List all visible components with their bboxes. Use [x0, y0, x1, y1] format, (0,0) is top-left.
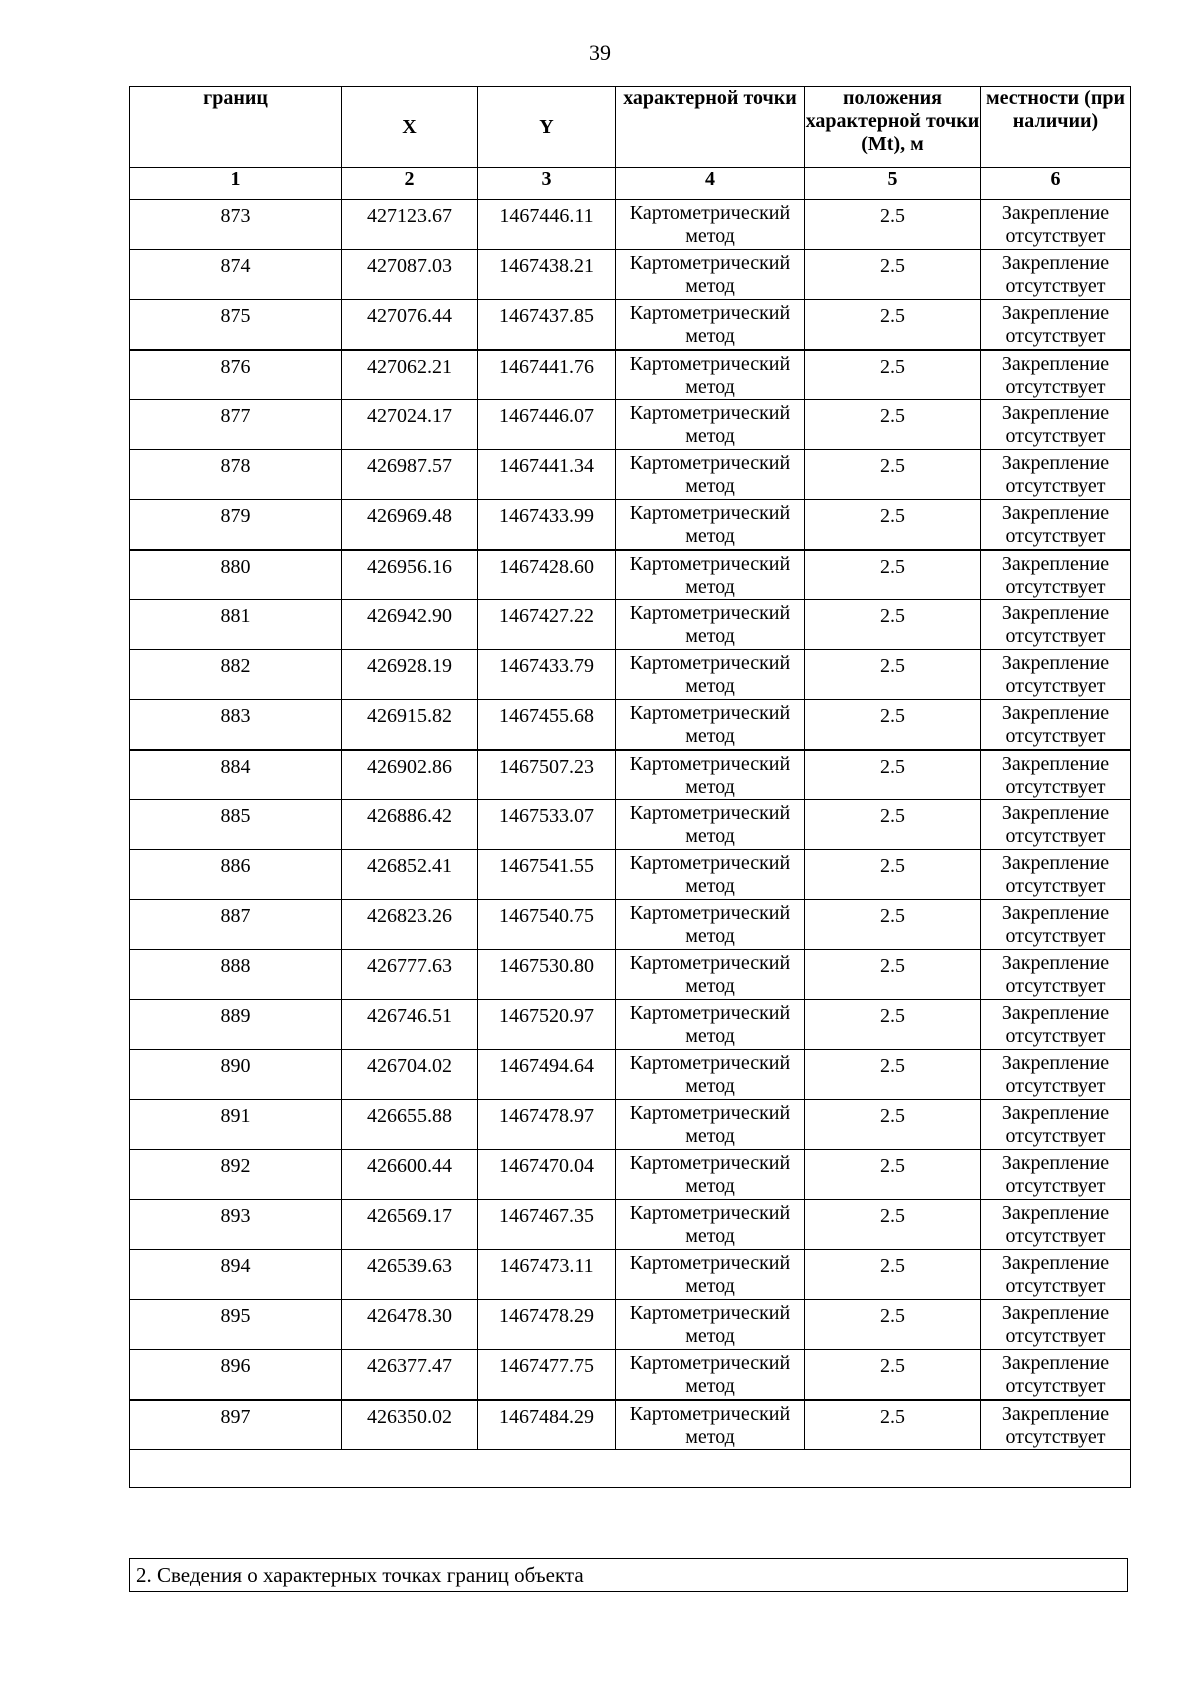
method-cell: Картометрический метод — [616, 950, 805, 1000]
y-coordinate-cell: 1467507.23 — [478, 750, 616, 800]
x-coordinate-cell: 426902.86 — [342, 750, 478, 800]
method-cell: Картометрический метод — [616, 1350, 805, 1400]
header-cell-mt: положения характерной точки (Mt), м — [805, 87, 981, 168]
table-row — [130, 1300, 1131, 1350]
method-cell: Картометрический метод — [616, 600, 805, 650]
table-row — [130, 700, 1131, 750]
point-number-cell: 873 — [130, 200, 342, 250]
table-row — [130, 250, 1131, 300]
y-coordinate-cell: 1467533.07 — [478, 800, 616, 850]
y-coordinate-cell: 1467446.07 — [478, 400, 616, 450]
x-coordinate-cell: 426377.47 — [342, 1350, 478, 1400]
mt-cell: 2.5 — [805, 650, 981, 700]
x-coordinate-cell: 426969.48 — [342, 500, 478, 550]
method-cell: Картометрический метод — [616, 250, 805, 300]
mt-cell: 2.5 — [805, 850, 981, 900]
column-number-row — [130, 168, 1131, 200]
coordinates-table — [129, 86, 1131, 1488]
y-coordinate-cell: 1467494.64 — [478, 1050, 616, 1100]
x-coordinate-cell: 426823.26 — [342, 900, 478, 950]
mt-cell: 2.5 — [805, 950, 981, 1000]
point-number-cell: 878 — [130, 450, 342, 500]
method-cell: Картометрический метод — [616, 500, 805, 550]
point-number-cell: 885 — [130, 800, 342, 850]
fixing-cell: Закрепление отсутствует — [981, 900, 1131, 950]
method-cell: Картометрический метод — [616, 1200, 805, 1250]
x-coordinate-cell: 427087.03 — [342, 250, 478, 300]
column-number: 1 — [130, 168, 342, 200]
point-number-cell: 879 — [130, 500, 342, 550]
table-row — [130, 400, 1131, 450]
y-coordinate-cell: 1467438.21 — [478, 250, 616, 300]
point-number-cell: 893 — [130, 1200, 342, 1250]
mt-cell: 2.5 — [805, 600, 981, 650]
point-number-cell: 881 — [130, 600, 342, 650]
x-coordinate-cell: 426600.44 — [342, 1150, 478, 1200]
x-coordinate-cell: 427024.17 — [342, 400, 478, 450]
column-number: 5 — [805, 168, 981, 200]
fixing-cell: Закрепление отсутствует — [981, 1000, 1131, 1050]
fixing-cell: Закрепление отсутствует — [981, 1200, 1131, 1250]
y-coordinate-cell: 1467437.85 — [478, 300, 616, 350]
method-cell: Картометрический метод — [616, 200, 805, 250]
x-coordinate-cell: 426569.17 — [342, 1200, 478, 1250]
point-number-cell: 875 — [130, 300, 342, 350]
point-number-cell: 890 — [130, 1050, 342, 1100]
y-coordinate-cell: 1467428.60 — [478, 550, 616, 600]
header-cell-method: характерной точки — [616, 87, 805, 168]
table-row — [130, 750, 1131, 800]
table-row — [130, 650, 1131, 700]
method-cell: Картометрический метод — [616, 1100, 805, 1150]
y-coordinate-cell: 1467477.75 — [478, 1350, 616, 1400]
fixing-cell: Закрепление отсутствует — [981, 650, 1131, 700]
mt-cell: 2.5 — [805, 1100, 981, 1150]
point-number-cell: 882 — [130, 650, 342, 700]
page-number: 39 — [589, 40, 611, 65]
table-row — [130, 550, 1131, 600]
table-row — [130, 1250, 1131, 1300]
fixing-cell: Закрепление отсутствует — [981, 550, 1131, 600]
point-number-cell: 895 — [130, 1300, 342, 1350]
header-cell-x: X — [342, 87, 478, 168]
fixing-cell: Закрепление отсутствует — [981, 1150, 1131, 1200]
x-coordinate-cell: 426478.30 — [342, 1300, 478, 1350]
x-coordinate-cell: 426539.63 — [342, 1250, 478, 1300]
method-cell: Картометрический метод — [616, 350, 805, 400]
method-cell: Картометрический метод — [616, 400, 805, 450]
method-cell: Картометрический метод — [616, 1000, 805, 1050]
y-coordinate-cell: 1467433.99 — [478, 500, 616, 550]
y-coordinate-cell: 1467427.22 — [478, 600, 616, 650]
mt-cell: 2.5 — [805, 350, 981, 400]
y-coordinate-cell: 1467467.35 — [478, 1200, 616, 1250]
fixing-cell: Закрепление отсутствует — [981, 400, 1131, 450]
method-cell: Картометрический метод — [616, 1300, 805, 1350]
mt-cell: 2.5 — [805, 500, 981, 550]
header-cell-boundary: границ — [130, 87, 342, 168]
x-coordinate-cell: 426915.82 — [342, 700, 478, 750]
x-coordinate-cell: 426777.63 — [342, 950, 478, 1000]
method-cell: Картометрический метод — [616, 700, 805, 750]
y-coordinate-cell: 1467541.55 — [478, 850, 616, 900]
empty-cell — [130, 1450, 1131, 1488]
fixing-cell: Закрепление отсутствует — [981, 450, 1131, 500]
table-row — [130, 350, 1131, 400]
fixing-cell: Закрепление отсутствует — [981, 1300, 1131, 1350]
fixing-cell: Закрепление отсутствует — [981, 500, 1131, 550]
x-coordinate-cell: 427076.44 — [342, 300, 478, 350]
mt-cell: 2.5 — [805, 1400, 981, 1450]
fixing-cell: Закрепление отсутствует — [981, 850, 1131, 900]
mt-cell: 2.5 — [805, 550, 981, 600]
mt-cell: 2.5 — [805, 1200, 981, 1250]
method-cell: Картометрический метод — [616, 1150, 805, 1200]
mt-cell: 2.5 — [805, 700, 981, 750]
fixing-cell: Закрепление отсутствует — [981, 1350, 1131, 1400]
x-coordinate-cell: 426942.90 — [342, 600, 478, 650]
y-coordinate-cell: 1467441.76 — [478, 350, 616, 400]
mt-cell: 2.5 — [805, 450, 981, 500]
table-row — [130, 1200, 1131, 1250]
point-number-cell: 880 — [130, 550, 342, 600]
point-number-cell: 894 — [130, 1250, 342, 1300]
y-coordinate-cell: 1467478.29 — [478, 1300, 616, 1350]
table-header-row — [130, 87, 1131, 168]
point-number-cell: 874 — [130, 250, 342, 300]
column-number: 4 — [616, 168, 805, 200]
fixing-cell: Закрепление отсутствует — [981, 350, 1131, 400]
method-cell: Картометрический метод — [616, 1400, 805, 1450]
y-coordinate-cell: 1467484.29 — [478, 1400, 616, 1450]
table-row — [130, 450, 1131, 500]
mt-cell: 2.5 — [805, 400, 981, 450]
table-row — [130, 1350, 1131, 1400]
x-coordinate-cell: 427123.67 — [342, 200, 478, 250]
mt-cell: 2.5 — [805, 1050, 981, 1100]
method-cell: Картометрический метод — [616, 450, 805, 500]
fixing-cell: Закрепление отсутствует — [981, 600, 1131, 650]
x-coordinate-cell: 427062.21 — [342, 350, 478, 400]
y-coordinate-cell: 1467470.04 — [478, 1150, 616, 1200]
x-coordinate-cell: 426928.19 — [342, 650, 478, 700]
point-number-cell: 888 — [130, 950, 342, 1000]
fixing-cell: Закрепление отсутствует — [981, 300, 1131, 350]
table-row — [130, 1400, 1131, 1450]
empty-table-row — [130, 1450, 1131, 1488]
point-number-cell: 884 — [130, 750, 342, 800]
fixing-cell: Закрепление отсутствует — [981, 800, 1131, 850]
fixing-cell: Закрепление отсутствует — [981, 1400, 1131, 1450]
y-coordinate-cell: 1467540.75 — [478, 900, 616, 950]
point-number-cell: 887 — [130, 900, 342, 950]
x-coordinate-cell: 426350.02 — [342, 1400, 478, 1450]
mt-cell: 2.5 — [805, 200, 981, 250]
method-cell: Картометрический метод — [616, 800, 805, 850]
fixing-cell: Закрепление отсутствует — [981, 700, 1131, 750]
method-cell: Картометрический метод — [616, 750, 805, 800]
mt-cell: 2.5 — [805, 1150, 981, 1200]
x-coordinate-cell: 426886.42 — [342, 800, 478, 850]
table-row — [130, 800, 1131, 850]
method-cell: Картометрический метод — [616, 1050, 805, 1100]
mt-cell: 2.5 — [805, 1000, 981, 1050]
y-coordinate-cell: 1467478.97 — [478, 1100, 616, 1150]
fixing-cell: Закрепление отсутствует — [981, 950, 1131, 1000]
y-coordinate-cell: 1467520.97 — [478, 1000, 616, 1050]
y-coordinate-cell: 1467433.79 — [478, 650, 616, 700]
x-coordinate-cell: 426704.02 — [342, 1050, 478, 1100]
table-row — [130, 1100, 1131, 1150]
mt-cell: 2.5 — [805, 1300, 981, 1350]
mt-cell: 2.5 — [805, 1350, 981, 1400]
fixing-cell: Закрепление отсутствует — [981, 1250, 1131, 1300]
table-row — [130, 850, 1131, 900]
fixing-cell: Закрепление отсутствует — [981, 1100, 1131, 1150]
table-row — [130, 600, 1131, 650]
method-cell: Картометрический метод — [616, 550, 805, 600]
point-number-cell: 896 — [130, 1350, 342, 1400]
y-coordinate-cell: 1467473.11 — [478, 1250, 616, 1300]
column-number: 2 — [342, 168, 478, 200]
method-cell: Картометрический метод — [616, 300, 805, 350]
point-number-cell: 876 — [130, 350, 342, 400]
table-body — [130, 200, 1131, 1488]
header-cell-fixing: местности (при наличии) — [981, 87, 1131, 168]
column-number: 6 — [981, 168, 1131, 200]
table-row — [130, 1050, 1131, 1100]
table-row — [130, 500, 1131, 550]
y-coordinate-cell: 1467446.11 — [478, 200, 616, 250]
x-coordinate-cell: 426956.16 — [342, 550, 478, 600]
x-coordinate-cell: 426852.41 — [342, 850, 478, 900]
mt-cell: 2.5 — [805, 1250, 981, 1300]
table-row — [130, 200, 1131, 250]
method-cell: Картометрический метод — [616, 850, 805, 900]
column-number: 3 — [478, 168, 616, 200]
point-number-cell: 877 — [130, 400, 342, 450]
table-row — [130, 300, 1131, 350]
y-coordinate-cell: 1467441.34 — [478, 450, 616, 500]
table-row — [130, 1150, 1131, 1200]
x-coordinate-cell: 426746.51 — [342, 1000, 478, 1050]
mt-cell: 2.5 — [805, 250, 981, 300]
fixing-cell: Закрепление отсутствует — [981, 250, 1131, 300]
table-row — [130, 1000, 1131, 1050]
fixing-cell: Закрепление отсутствует — [981, 200, 1131, 250]
point-number-cell: 886 — [130, 850, 342, 900]
mt-cell: 2.5 — [805, 900, 981, 950]
fixing-cell: Закрепление отсутствует — [981, 750, 1131, 800]
point-number-cell: 897 — [130, 1400, 342, 1450]
point-number-cell: 889 — [130, 1000, 342, 1050]
mt-cell: 2.5 — [805, 300, 981, 350]
section-2-title: 2. Сведения о характерных точках границ объекта — [129, 1558, 1128, 1592]
fixing-cell: Закрепление отсутствует — [981, 1050, 1131, 1100]
x-coordinate-cell: 426987.57 — [342, 450, 478, 500]
method-cell: Картометрический метод — [616, 900, 805, 950]
method-cell: Картометрический метод — [616, 1250, 805, 1300]
point-number-cell: 891 — [130, 1100, 342, 1150]
table-row — [130, 900, 1131, 950]
y-coordinate-cell: 1467530.80 — [478, 950, 616, 1000]
y-coordinate-cell: 1467455.68 — [478, 700, 616, 750]
mt-cell: 2.5 — [805, 800, 981, 850]
point-number-cell: 883 — [130, 700, 342, 750]
method-cell: Картометрический метод — [616, 650, 805, 700]
table-row — [130, 950, 1131, 1000]
mt-cell: 2.5 — [805, 750, 981, 800]
point-number-cell: 892 — [130, 1150, 342, 1200]
x-coordinate-cell: 426655.88 — [342, 1100, 478, 1150]
header-cell-y: Y — [478, 87, 616, 168]
